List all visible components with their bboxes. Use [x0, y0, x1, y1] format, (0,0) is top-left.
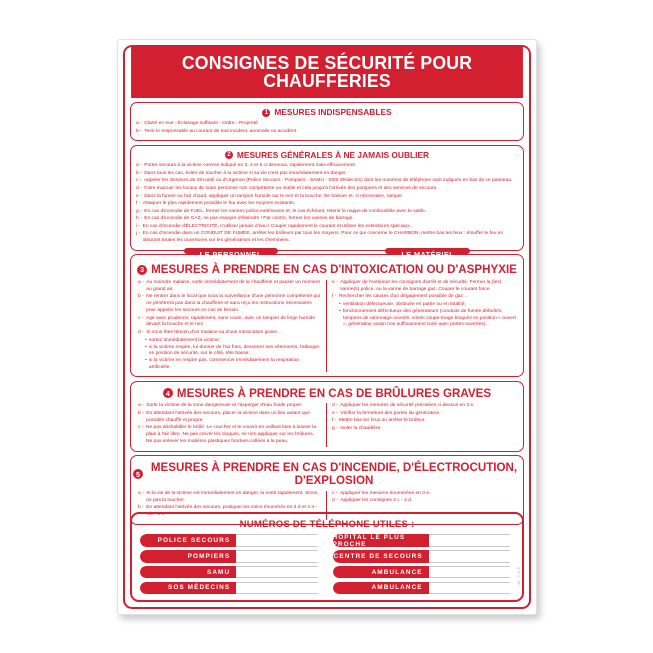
item-text: Rechercher les causes d'un dégagement possible de gaz…	[338, 294, 468, 300]
phone-grid	[140, 534, 514, 594]
list-item	[138, 403, 321, 410]
item-text: Ne pas déshabiller le brûlé. Le coucher et le couvrir en veillant bien à laisser la plaie à l'air libre. Ne pas crever les cloques, ne rien appliquer sur les brûlures. Ne pas enlever les matières plastiques fondues collées à la peau.	[145, 425, 317, 445]
item-key: f -	[332, 294, 337, 300]
list-item	[138, 316, 321, 330]
bullet-icon: •	[145, 358, 147, 364]
phone-row-samu	[140, 566, 322, 579]
phone-label: SOS MÉDECINS	[140, 582, 236, 595]
list-item	[136, 186, 518, 193]
item-key: b -	[136, 170, 142, 176]
list-item	[332, 491, 516, 498]
section-4-severe-burns	[130, 381, 524, 452]
item-key: c -	[332, 490, 338, 496]
phone-input-police-secours[interactable]	[236, 534, 321, 547]
phone-section-title: NUMÉROS DE TÉLÉPHONE UTILES :	[239, 519, 415, 531]
phone-row-ambulance-1	[333, 566, 515, 579]
list-item	[138, 330, 321, 337]
section-2-heading-text: MESURES GÉNÉRALES À NE JAMAIS OUBLIER	[236, 149, 430, 160]
poster-inner-frame	[123, 45, 531, 609]
item-key: d -	[332, 498, 338, 504]
phone-input-centre-de-secours[interactable]	[429, 550, 514, 563]
item-key: a -	[138, 279, 144, 285]
list-item	[332, 294, 516, 301]
list-item	[136, 171, 518, 178]
list-item	[332, 280, 516, 294]
phone-row-ambulance-2	[333, 582, 515, 595]
item-key: c -	[136, 178, 142, 184]
section-2-heading	[136, 151, 518, 161]
phone-label: SAMU	[140, 566, 236, 579]
poster-body	[125, 98, 529, 518]
useful-phone-numbers-block	[130, 512, 524, 602]
phone-label: POLICE SECOURS	[140, 534, 236, 547]
list-item	[138, 491, 321, 505]
list-item	[136, 129, 518, 136]
subitem-text: si la victime ne respire pas, commencer immédiatement la respiration artificielle.	[148, 358, 299, 371]
item-text: Si la vie de la victime est immédiatement en danger, la sortir rapidement. Sinon, ne pas la toucher.	[146, 490, 319, 503]
item-text: Dans la fumée ou l'air chaud, appliquer un tampon humide sur le nez et la bouche. Se baisser et, si nécessaire, ramper.	[144, 193, 404, 199]
item-key: f -	[136, 201, 141, 207]
section-1-indispensable-measures	[130, 102, 524, 141]
bullet-icon: •	[339, 301, 341, 307]
phone-input-pompiers[interactable]	[236, 550, 321, 563]
subitem-text: fonctionnement défectueux des générateurs (conduits de fumée déboîtés, tampons de ramonage ouverts, volets coupe-tirage bloqués en position « ouvert », générateur voisin non suffisamment isolé avec portes ouvertes).	[342, 308, 516, 328]
column-header-personnel: LE PERSONNEL	[184, 248, 278, 254]
phone-label: HÔPITAL LE PLUS PROCHE	[333, 534, 429, 547]
list-item	[138, 425, 321, 446]
section-3-columns	[133, 280, 521, 373]
phone-input-hopital-le-plus-proche[interactable]	[429, 534, 514, 547]
list-item	[138, 411, 321, 425]
section-3-intoxication-asphyxia	[130, 254, 524, 377]
item-text: Mettre bas les feux ou arrêter le brûleur.	[338, 418, 426, 424]
subitem-text: si la victime respire, lui donner de l'air frais, desserrer ses vêtements, l'allonger en position de sécurité, sur le côté, tête basse;	[148, 344, 320, 357]
phone-input-ambulance-2[interactable]	[429, 582, 514, 595]
list-item	[332, 403, 516, 410]
item-key: b -	[138, 505, 144, 511]
section-1-heading	[136, 108, 518, 118]
item-text: Sortir la victime de la zone dangereuse et l'asperger d'eau froide propre.	[146, 403, 303, 409]
bullet-icon: •	[145, 337, 147, 343]
section-1-number-badge: 1	[262, 109, 270, 117]
list-item	[332, 426, 516, 433]
item-key: d -	[136, 185, 142, 191]
item-text: Attaquer le plus rapidement possible le feu avec les moyens existants.	[142, 201, 296, 207]
phone-row-police-secours	[140, 534, 322, 547]
section-2-items	[136, 163, 518, 245]
item-text: Appeler les Services de Sécurité ou d'Urgence (Police Secours - Pompiers - SAMU - SOS Médecins) dont les numéros de téléphone sont indiqués en bas de ce panneau.	[143, 178, 513, 184]
section-3-heading	[133, 263, 521, 276]
item-key: g -	[136, 208, 142, 214]
list-item	[138, 280, 321, 294]
item-key: c -	[138, 315, 144, 321]
sub-list-item	[339, 309, 516, 330]
safety-poster-board	[117, 39, 537, 615]
list-item	[332, 418, 516, 425]
section-3-personnel-column	[133, 280, 327, 373]
item-key: c -	[138, 425, 144, 431]
list-item	[332, 411, 516, 418]
list-item	[136, 194, 518, 201]
item-key: b -	[138, 294, 144, 300]
list-item	[138, 294, 321, 315]
item-key: e -	[332, 279, 338, 285]
sub-list-item	[339, 302, 516, 309]
item-text: En cas d'incendie d'ÉLECTRICITÉ, n'utiliser jamais d'eau ! Couper rapidement le courant et utiliser les extincteurs spéciaux.	[142, 223, 412, 229]
item-text: Au moindre malaise, sortir immédiatement de la chaufferie et passer un moment au grand air.	[146, 279, 320, 292]
page-title: CONSIGNES DE SÉCURITÉ POUR CHAUFFERIES	[131, 47, 523, 98]
item-text: Porter secours à la victime comme indiqué en 3, 4 et 5 ci-dessous, rapidement mais efficacement.	[144, 163, 357, 169]
section-2-general-measures	[130, 145, 524, 251]
item-key: i -	[136, 223, 141, 229]
section-4-number-badge: 4	[163, 388, 173, 398]
item-text: En cas d'incendie de GAZ, ne pas essayer d'éteindre ! Par contre, fermer les vannes de barrage.	[144, 216, 354, 222]
list-item	[136, 231, 518, 245]
list-item	[136, 224, 518, 231]
item-key: a -	[136, 121, 142, 127]
section-2-number-badge: 2	[225, 151, 233, 159]
item-text: En attendant l'arrivée des secours, pratiquer les soins énumérés en 3 d et 4 a - 4 b - 4 c.	[146, 505, 318, 518]
section-1-items	[136, 121, 518, 136]
item-key: e -	[136, 193, 142, 199]
list-item	[136, 163, 518, 170]
section-1-heading-text: MESURES INDISPENSABLES	[274, 107, 392, 118]
item-key: a -	[138, 403, 144, 409]
phone-label: AMBULANCE	[333, 566, 429, 579]
item-key: d -	[332, 403, 338, 409]
item-text: Appliquer les consignes 2 c - 2 d.	[340, 498, 413, 504]
phone-row-sos-medecins	[140, 582, 322, 595]
phone-input-samu[interactable]	[236, 566, 321, 579]
item-text: Appliquer de l'extérieur les consignes d'arrêt et de sécurité. Fermer la (les) vanne(s) police, ou la vanne de barrage gaz. Couper le courant force.	[340, 279, 502, 292]
phone-label: AMBULANCE	[333, 582, 429, 595]
item-text: En attendant l'arrivée des secours, placer la victime dans un lieu autant que possible chauffé et propre.	[146, 410, 310, 423]
item-key: f -	[332, 418, 337, 424]
item-key: e -	[332, 410, 338, 416]
section-3-number-badge: 3	[137, 265, 147, 275]
section-3-materiel-column	[327, 280, 521, 373]
sub-list-item	[145, 345, 321, 359]
bullet-icon: •	[145, 344, 147, 350]
list-item	[136, 216, 518, 223]
phone-label: CENTRE DE SECOURS	[333, 550, 429, 563]
phone-input-ambulance-1[interactable]	[429, 566, 514, 579]
item-key: d -	[138, 330, 144, 336]
item-key: b -	[138, 410, 144, 416]
sub-list-item	[145, 338, 321, 345]
list-item	[332, 498, 516, 505]
item-key: j -	[136, 231, 141, 237]
section-3-heading-text: MESURES À PRENDRE EN CAS D'INTOXICATION OU D'ASPHYXIE	[151, 263, 517, 277]
section-4-heading	[133, 387, 521, 400]
section-5-heading-text: MESURES À PRENDRE EN CAS D'INCENDIE, D'ÉLECTROCUTION, D'EXPLOSION	[150, 461, 518, 488]
phone-row-hopital-le-plus-proche	[333, 534, 515, 547]
phone-row-pompiers	[140, 550, 322, 563]
phone-row-centre-de-secours	[333, 550, 515, 563]
list-item	[136, 209, 518, 216]
item-text: Appliquer les mesures de sécurité précisées ci-dessus en 3 e.	[340, 403, 475, 409]
item-text: Ne rentrer dans le local que sous la surveillance d'une personne compétente qui ne pénétrera pas dans la chaufferie et aura reçu les instructions nécessaires pour appeler les secours en cas de besoin.	[146, 294, 321, 313]
item-key: g -	[332, 425, 338, 431]
subitem-text: ventilation défectueuse, obstruée en partie ou en totalité;	[342, 301, 466, 307]
item-text: Clarté en tout - Éclairage suffisant - Ordre - Propreté.	[144, 121, 260, 127]
item-key: a -	[136, 163, 142, 169]
item-key: a -	[138, 490, 144, 496]
list-item	[136, 178, 518, 185]
section-4-heading-text: MESURES À PRENDRE EN CAS DE BRÛLURES GRAVES	[176, 386, 492, 400]
section-5-number-badge: 5	[133, 469, 143, 479]
item-text: Tenir le responsable au courant de tout incident, anomalie ou accident.	[144, 128, 298, 134]
column-header-materiel: LE MATÉRIEL	[385, 248, 470, 254]
item-text: En cas d'incendie de FUEL, fermer les vannes police extérieures et, le cas échéant, retenir la nappe de combustible avec le sable.	[144, 208, 427, 214]
item-key: b -	[136, 128, 142, 134]
reference-code: réf. 7-4-3	[516, 567, 521, 586]
item-key: h -	[136, 216, 142, 222]
phone-input-sos-medecins[interactable]	[236, 582, 321, 595]
item-text: Appliquer les mesures énumérées en 3 e.	[339, 490, 431, 496]
item-text: Vérifier la fermeture des portes du générateur.	[340, 410, 441, 416]
bullet-icon: •	[339, 308, 341, 314]
phone-label: POMPIERS	[140, 550, 236, 563]
item-text: Agir avec prudence, rapidement, sans courir, avec un tampon de linge humide devant la bouche et le nez.	[145, 315, 316, 328]
subitem-text: sortez immédiatement la victime;	[148, 337, 221, 343]
sub-list-item	[145, 358, 321, 372]
section-4-materiel-column	[327, 403, 521, 447]
item-text: Dans tous les cas, éviter de toucher à la victime si sa vie n'est pas immédiatement en danger.	[144, 170, 347, 176]
section-5-heading	[133, 461, 521, 488]
item-text: Faire évacuer les locaux de toute personne non compétente ou inutile et cela jusqu'à l'arrivée des pompiers et des services de secours.	[144, 185, 438, 191]
list-item	[136, 121, 518, 128]
item-text: Isoler la chaudière.	[340, 425, 382, 431]
item-text: En cas d'incendie dans un CONDUIT DE FUMÉE, arrêter les brûleurs par tous les moyens. Pour ce qui concerne le CHARBON, mettre bas les feux : étouffer le feu en obturant toutes les ouvertures sur les générateurs et les cheminées.	[142, 231, 504, 244]
section-4-columns	[133, 403, 521, 447]
list-item	[136, 201, 518, 208]
section-4-personnel-column	[133, 403, 327, 447]
item-text: Si vous êtes témoin d'un malaise ou d'une intoxication grave…	[146, 330, 282, 336]
